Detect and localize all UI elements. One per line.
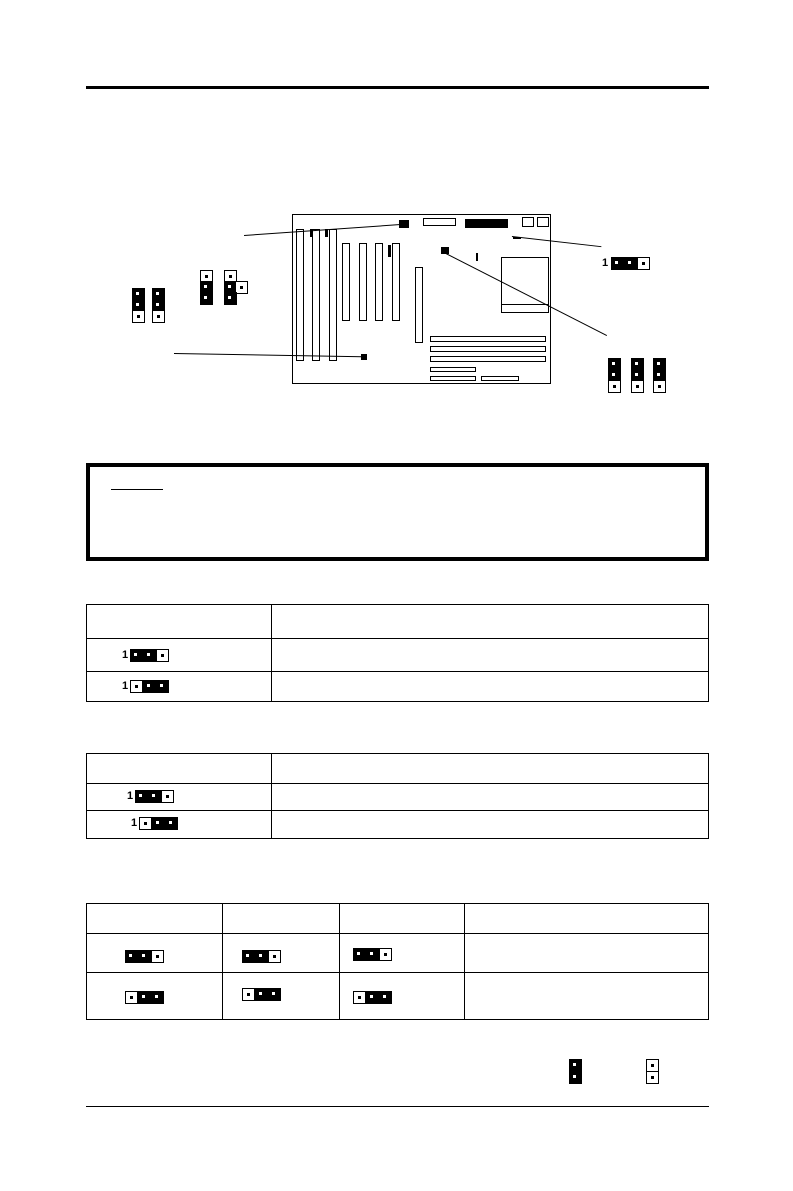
jumper-table-2 <box>86 753 709 839</box>
motherboard-diagram <box>292 214 551 384</box>
dimm-slot <box>430 346 546 352</box>
floppy-connector <box>481 376 519 381</box>
ide-connector <box>430 367 476 372</box>
note-label <box>111 475 163 490</box>
pci-slot <box>392 243 400 321</box>
isa-slot <box>329 229 337 361</box>
pin-one-label: 1 <box>131 817 138 829</box>
pin-one-label: 1 <box>122 680 129 692</box>
io-connector-dark <box>465 219 508 228</box>
note-box <box>86 463 709 561</box>
jumper-marker <box>388 245 391 257</box>
agp-slot <box>415 267 423 343</box>
io-connector <box>423 218 456 226</box>
cpu-socket-line <box>501 304 549 305</box>
footer-rule <box>86 1106 709 1107</box>
port-connector <box>522 217 534 227</box>
isa-slot <box>296 229 304 361</box>
ide-connector <box>430 376 476 381</box>
isa-slot <box>312 229 320 361</box>
small-jumper <box>476 253 478 261</box>
port-connector <box>537 217 549 227</box>
pci-slot <box>375 243 383 321</box>
pci-slot <box>342 243 350 321</box>
jumper-table-1 <box>86 604 709 702</box>
pci-slot <box>359 243 367 321</box>
dimm-slot <box>430 336 546 342</box>
header-rule <box>86 86 709 89</box>
pin-one-label: 1 <box>122 649 129 661</box>
jumper-table-3 <box>86 903 709 1020</box>
pin-one-label: 1 <box>127 790 134 802</box>
dimm-slot <box>430 356 546 362</box>
